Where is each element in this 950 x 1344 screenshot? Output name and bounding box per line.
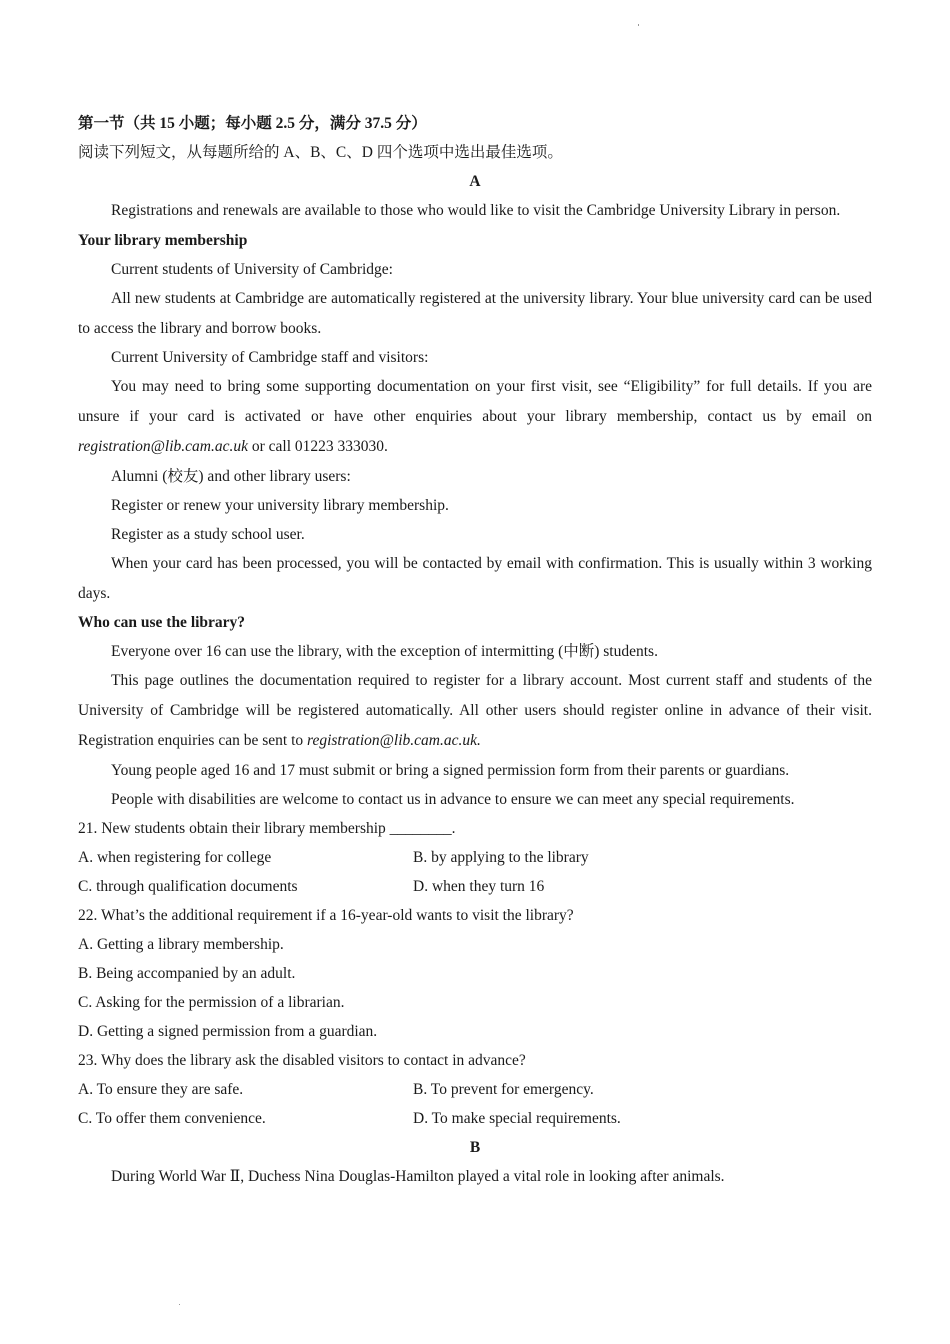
processing-text: When your card has been processed, you will be contacted by email with confirmation. This is usually within 3 working days.: [78, 554, 872, 602]
who-text-young-people: Young people aged 16 and 17 must submit or bring a signed permission form from their parents or guardians.: [111, 761, 790, 779]
question-21-options-row-1: [78, 843, 872, 872]
staff-text-phone: or call 01223 333030.: [247, 437, 388, 455]
question-23-options-row-2: [78, 1104, 872, 1133]
staff-label: Current University of Cambridge staff and visitors:: [111, 349, 429, 367]
who-text-documentation: [78, 666, 872, 755]
who-text-disabilities: People with disabilities are welcome to contact us in advance to ensure we can meet any special requirements.: [111, 790, 795, 808]
staff-text: [78, 372, 872, 461]
question-21-option-b: B. by applying to the library: [413, 848, 589, 866]
registration-email-link-2[interactable]: registration@lib.cam.ac.uk.: [307, 731, 481, 749]
alumni-label: Alumni (校友) and other library users:: [111, 467, 351, 485]
question-23-options-row-1: [78, 1075, 872, 1104]
staff-text-body: You may need to bring some supporting documentation on your first visit, see “Eligibility” for full details. If you are unsure if your card is activated or have other enquiries about your library membership, contact us by email on: [78, 378, 872, 426]
question-22-stem: 22. What’s the additional requirement if a 16-year-old wants to visit the library?: [78, 906, 574, 924]
current-students-text: All new students at Cambridge are automatically registered at the university library. Your blue university card can be used to access the library and borrow books.: [78, 289, 872, 337]
question-22-option-d: D. Getting a signed permission from a guardian.: [78, 1022, 378, 1040]
question-21-option-d: D. when they turn 16: [413, 877, 545, 895]
heading-library-membership: Your library membership: [78, 231, 248, 249]
question-23-option-a: A. To ensure they are safe.: [78, 1080, 244, 1098]
question-21-options-row-2: [78, 872, 872, 901]
question-23-option-d: D. To make special requirements.: [413, 1109, 621, 1127]
question-22-option-b: B. Being accompanied by an adult.: [78, 964, 296, 982]
passage-b-intro: During World War Ⅱ, Duchess Nina Douglas-Hamilton played a vital role in looking after animals.: [111, 1167, 725, 1185]
question-23-option-b: B. To prevent for emergency.: [413, 1080, 594, 1098]
question-22-option-c: C. Asking for the permission of a librarian.: [78, 993, 345, 1011]
registration-email-link[interactable]: registration@lib.cam.ac.uk: [78, 437, 248, 455]
alumni-item-study-school: Register as a study school user.: [111, 525, 305, 543]
scan-artifact-top: [638, 24, 639, 26]
alumni-item-renew: Register or renew your university library membership.: [111, 496, 449, 514]
question-23-stem: 23. Why does the library ask the disabled visitors to contact in advance?: [78, 1051, 526, 1069]
passage-a-intro: Registrations and renewals are available to those who would like to visit the Cambridge University Library in person.: [111, 202, 841, 219]
question-22-option-a: A. Getting a library membership.: [78, 935, 284, 953]
heading-who-can-use: Who can use the library?: [78, 614, 246, 632]
question-21-option-a: A. when registering for college: [78, 848, 272, 866]
passage-b-label: B: [469, 1138, 481, 1156]
scan-artifact-bottom: [179, 1304, 180, 1305]
question-23-option-c: C. To offer them convenience.: [78, 1109, 266, 1127]
instructions: 阅读下列短文，从每题所给的 A、B、C、D 四个选项中选出最佳选项。: [78, 144, 563, 161]
current-students-label: Current students of University of Cambridge:: [111, 260, 393, 278]
question-21-stem: 21. New students obtain their library membership ________.: [78, 819, 456, 837]
section-header: 第一节（共 15 小题；每小题 2.5 分，满分 37.5 分）: [78, 115, 427, 132]
passage-a-label: A: [469, 173, 481, 190]
who-text-age: Everyone over 16 can use the library, with the exception of intermitting (中断) students.: [111, 643, 658, 661]
exam-page: [78, 110, 872, 1191]
question-21-option-c: C. through qualification documents: [78, 877, 298, 895]
who-text-documentation-body: This page outlines the documentation required to register for a library account. Most current staff and students of the University of Cambridge will be registered automatically. All other users should register online in advance of their visit. Registration enquiries can be sent to: [78, 672, 872, 749]
